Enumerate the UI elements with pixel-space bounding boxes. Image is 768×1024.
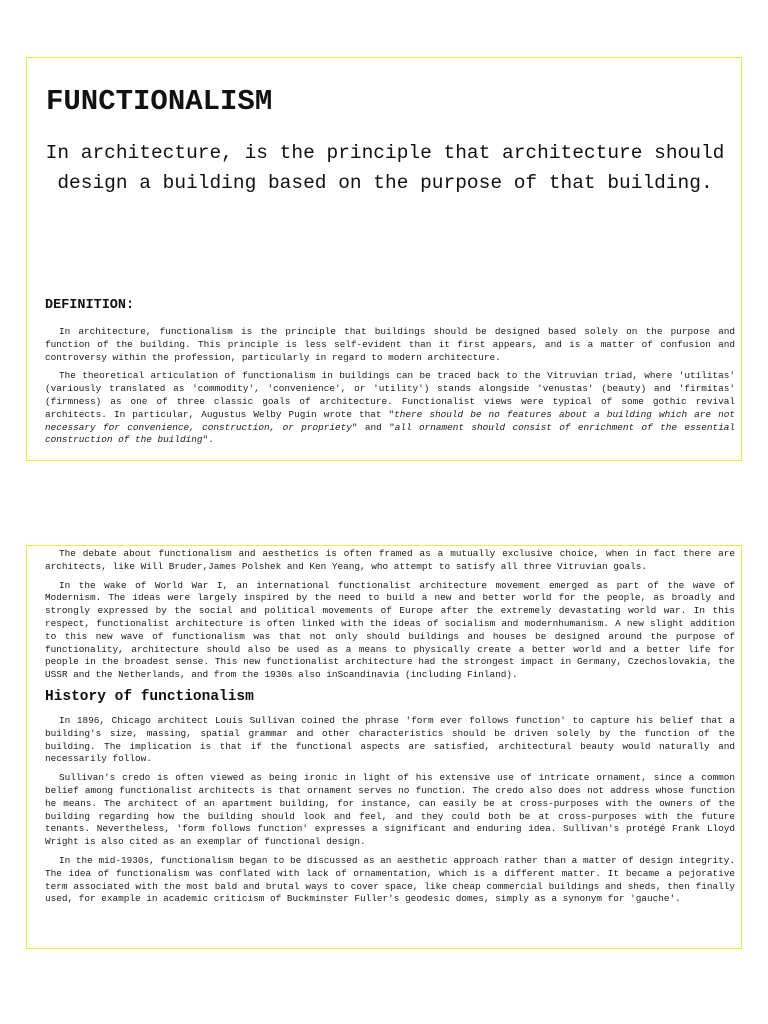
paragraph-text: " and "	[351, 421, 395, 433]
paragraph: In architecture, functionalism is the principle that buildings should be designed based solely on the purpose and function of the building. This principle is less self-evident than it first appears, and is a matter of confusion and controversy within the profession, particularly in regard to modern architecture.	[45, 326, 735, 363]
document-page-1	[26, 57, 742, 461]
document-page-2	[26, 545, 742, 949]
pugin-quote-1: there should be no features about a building which are not necessary for convenience, construction, or propriety	[45, 408, 735, 433]
paragraph: The debate about functionalism and aesthetics is often framed as a mutually exclusive choice, when in fact there are architects, like Will Bruder,James Polshek and Ken Yeang, who attempt to satisfy all three Vitruvian goals.	[45, 548, 735, 572]
paragraph: Sullivan's credo is often viewed as being ironic in light of his extensive use of intricate ornament, since a common belief among functionalist architects is that ornament serves no function. The credo also does not address whose function he means. The architect of an apartment building, for instance, can easily be at cross-purposes with the owners of the building regarding how the building should look and feel, and they could both be at cross-purposes with the future tenants. Nevertheless, 'form follows function' expresses a significant and enduring idea. Sullivan's protégé Frank Lloyd Wright is also cited as an exemplar of functional design.	[45, 772, 735, 848]
page-subtitle: In architecture, is the principle that architecture should design a building based on the purpose of that building.	[45, 142, 725, 194]
paragraph: In 1896, Chicago architect Louis Sullivan coined the phrase 'form ever follows function' to capture his belief that a building's size, massing, spatial grammar and other characteristics should be driven solely by the function of the building. The implication is that if the functional aspects are satisfied, architectural beauty would naturally and necessarily follow.	[45, 714, 735, 765]
definition-body	[45, 326, 735, 453]
paragraph-text: The theoretical articulation of functionalism in buildings can be traced back to the Vitruvian triad, where 'utilitas' (variously translated as 'commodity', 'convenience', or 'utility') stands alongside 'venustas' (beauty) and 'firmitas' (firmness) as one of three classic goals of architecture. Functionalist views were typical of some gothic revival architects. In particular, Augustus Welby Pugin wrote that "	[45, 370, 735, 420]
paragraph: In the mid-1930s, functionalism began to be discussed as an aesthetic approach rather than a matter of design integrity. The idea of functionalism was conflated with lack of ornamentation, which is a different matter. It became a pejorative term associated with the most bald and brutal ways to cover space, like cheap commercial buildings and sheds, then finally used, for example in academic criticism of Buckminster Fuller's geodesic domes, simply as a synonym for 'gauche'.	[45, 854, 735, 905]
paragraph: In the wake of World War I, an international functionalist architecture movement emerged as part of the wave of Modernism. The ideas were largely inspired by the need to build a new and better world for the people, as broadly and strongly expressed by the social and political movements of Europe after the extremely devastating world war. In this respect, functionalist architecture is often linked with the ideas of socialism and modernhumanism. A new slight addition to this new wave of functionalism was that not only should buildings and houses be designed around the purpose of functionality, architecture should also be used as a means to physically create a better world and a better life for people in the broadest sense. This new functionalist architecture had the strongest impact in Germany, Czechoslovakia, the USSR and the Netherlands, and from the 1930s also inScandinavia (including Finland).	[45, 579, 735, 681]
definition-heading: DEFINITION:	[45, 298, 135, 313]
page-title: FUNCTIONALISM	[46, 85, 273, 118]
paragraph-text: ".	[202, 434, 214, 446]
page-2-body	[45, 548, 735, 912]
history-heading: History of functionalism	[45, 688, 254, 705]
paragraph	[45, 370, 735, 447]
pugin-quote-2: all ornament should consist of enrichment of the essential construction of the building	[45, 421, 735, 446]
